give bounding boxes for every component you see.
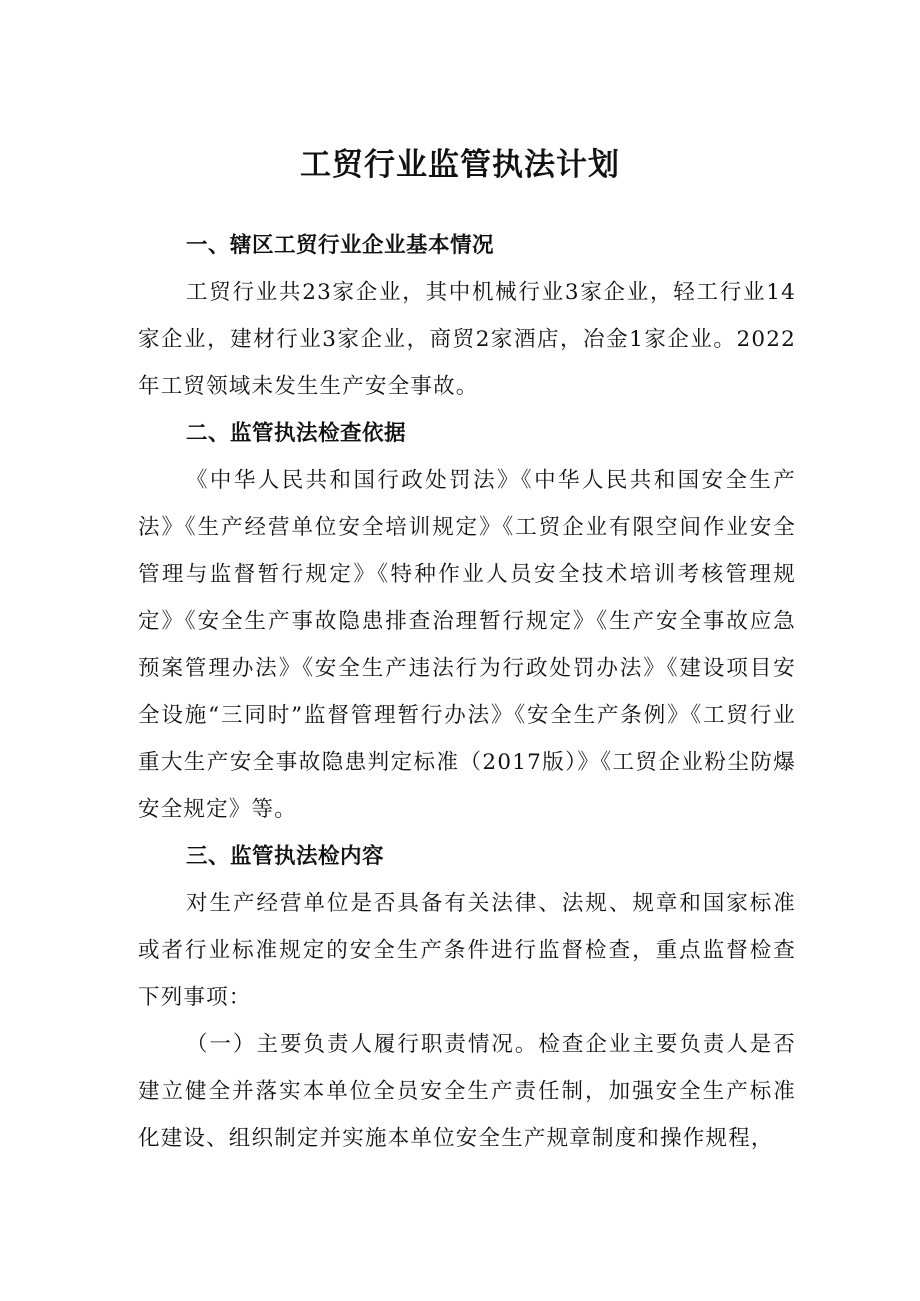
section-2 <box>138 410 796 833</box>
document-body <box>138 222 796 1162</box>
section-paragraph: 《中华人民共和国行政处罚法》《中华人民共和国安全生产法》《生产经营单位安全培训规定》《工贸企业有限空间作业安全管理与监督暂行规定》《特种作业人员安全技术培训考核管理规定》《安全生产事故隐患排查治理暂行规定》《生产安全事故应急预案管理办法》《安全生产违法行为行政处罚办法》《建设项目安全设施“三同时”监督管理暂行办法》《安全生产条例》《工贸行业重大生产安全事故隐患判定标准（2017版）》《工贸企业粉尘防爆安全规定》等。 <box>138 468 796 822</box>
section-paragraph: 工贸行业共23家企业，其中机械行业3家企业，轻工行业14家企业，建材行业3家企业，商贸2家酒店，冶金1家企业。2022年工贸领域未发生生产安全事故。 <box>138 280 796 399</box>
section-paragraph: （一）主要负责人履行职责情况。检查企业主要负责人是否建立健全并落实本单位全员安全生产责任制，加强安全生产标准化建设、组织制定并实施本单位安全生产规章制度和操作规程， <box>138 1032 796 1151</box>
section-heading: 三、监管执法检内容 <box>186 844 385 869</box>
section-3 <box>138 833 796 1162</box>
document-title: 工贸行业监管执法计划 <box>300 147 620 183</box>
section-heading: 二、监管执法检查依据 <box>186 421 407 446</box>
section-1 <box>138 222 796 410</box>
section-paragraph: 对生产经营单位是否具备有关法律、法规、规章和国家标准或者行业标准规定的安全生产条件进行监督检查，重点监督检查下列事项： <box>138 891 796 1010</box>
section-heading: 一、辖区工贸行业企业基本情况 <box>186 233 495 258</box>
